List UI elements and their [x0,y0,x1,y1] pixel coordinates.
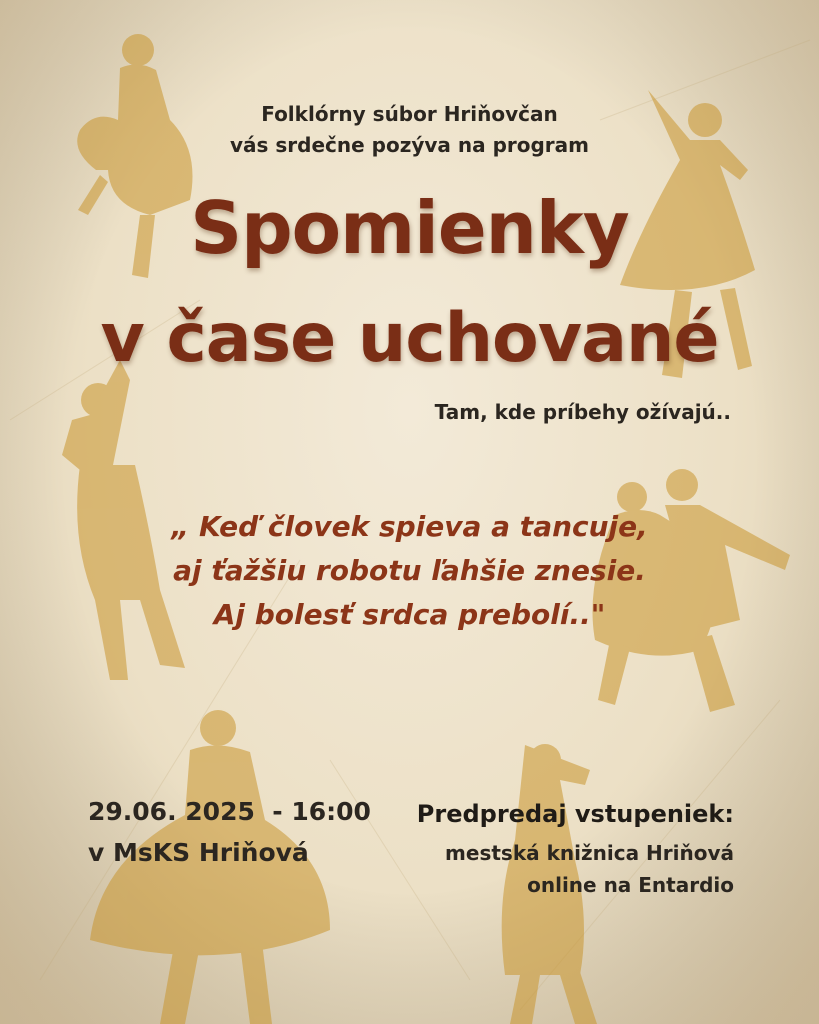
presale-location: mestská knižnica Hriňová [445,841,734,865]
quote-line: aj ťažšiu robotu ľahšie znesie. [173,554,646,587]
presale-heading: Predpredaj vstupeniek: [416,800,734,828]
folk-quote [0,505,819,637]
event-subtitle: Tam, kde príbehy ožívajú.. [434,400,731,424]
organizer-intro [0,99,819,161]
presale-online: online na Entardio [527,873,734,897]
event-venue: v MsKS Hriňová [88,838,309,867]
event-title-line-2: v čase uchované [100,299,719,378]
event-title-line-1: Spomienky [190,186,629,270]
invitation-line: vás srdečne pozýva na program [229,133,590,157]
quote-line: Aj bolesť srdca prebolí.." [213,598,606,631]
event-datetime: 29.06. 2025 - 16:00 [88,797,371,826]
quote-line: „ Keď človek spieva a tancuje, [171,510,648,543]
organizer-line: Folklórny súbor Hriňovčan [261,102,558,126]
